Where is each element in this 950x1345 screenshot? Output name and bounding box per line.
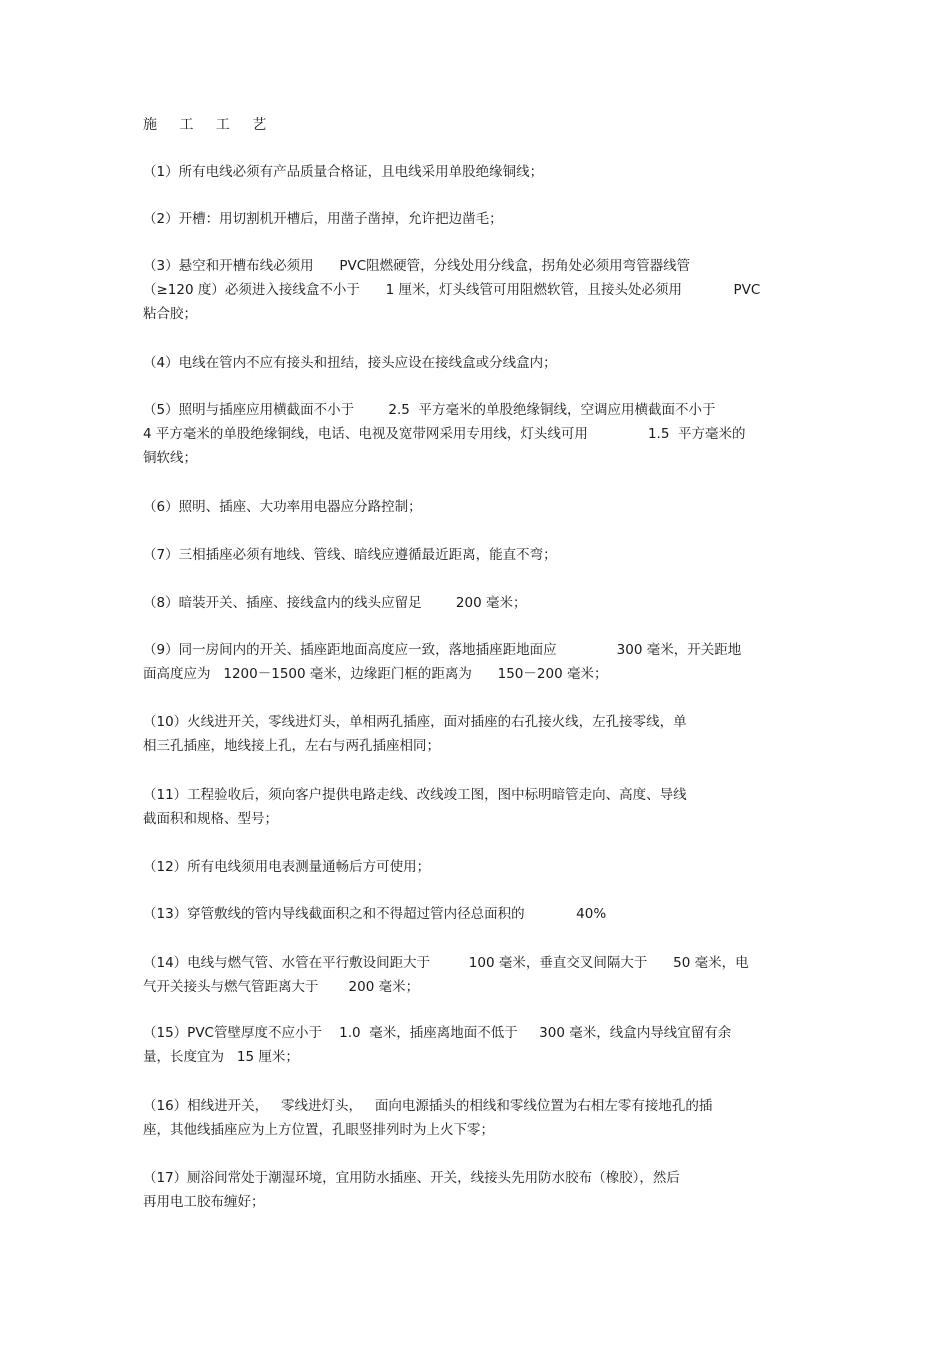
item-line: （11）工程验收后，须向客户提供电路走线、改线竣工图，图中标明暗管走向、高度、导线 [143,787,687,803]
list-item [143,855,823,879]
item-line: 截面积和规格、型号； [143,811,278,827]
list-item [143,543,823,567]
list-item [143,710,823,758]
item-line: （17）厕浴间常处于潮湿环境，宜用防水插座、开关，线接头先用防水胶布（橡胶），然后 [143,1170,680,1186]
item-line: 再用电工胶布缠好； [143,1194,265,1210]
item-line: （8）暗装开关、插座、接线盒内的线头应留足 200 毫米； [143,595,527,611]
item-line: （15）PVC管壁厚度不应小于 1.0 毫米，插座离地面不低于 300 毫米，线盒内导线宜留有余 [143,1025,732,1041]
item-line: （12）所有电线须用电表测量通畅后方可使用； [143,859,431,875]
item-line: （9）同一房间内的开关、插座距地面高度应一致，落地插座距地面应 300 毫米，开关距地 [143,642,742,658]
list-item [143,1166,823,1214]
list-item [143,951,823,999]
list-item [143,591,823,615]
item-line: （1）所有电线必须有产品质量合格证，且电线采用单股绝缘铜线； [143,164,544,180]
item-line: 量，长度宜为 15 厘米； [143,1049,299,1065]
list-item [143,254,823,326]
item-line: （13）穿管敷线的管内导线截面积之和不得超过管内径总面积的 40% [143,906,607,922]
item-line: 铜软线； [143,450,197,466]
item-line: 粘合胶； [143,306,197,322]
list-item [143,398,823,470]
list-item [143,1094,823,1142]
item-line: 气开关接头与燃气管距离大于 200 毫米； [143,979,420,995]
item-line: 相三孔插座，地线接上孔，左右与两孔插座相同； [143,738,440,754]
document-title: 施 工 工 艺 [143,117,276,133]
item-line: （10）火线进开关，零线进灯头，单相两孔插座，面对插座的右孔接火线，左孔接零线，单 [143,714,687,730]
list-item [143,160,823,184]
list-item [143,902,823,926]
item-line: （3）悬空和开槽布线必须用 PVC阻燃硬管，分线处用分线盒，拐角处必须用弯管器线管 [143,258,691,274]
item-line: （7）三相插座必须有地线、管线、暗线应遵循最近距离，能直不弯； [143,547,557,563]
item-line: （14）电线与燃气管、水管在平行敷设间距大于 100 毫米，垂直交叉间隔大于 50 毫米，电 [143,955,749,971]
list-item [143,1021,823,1069]
list-item [143,495,823,519]
list-item [143,351,823,375]
item-line: 面高度应为 1200－1500 毫米，边缘距门框的距离为 150－200 毫米； [143,666,608,682]
item-line: （4）电线在管内不应有接头和扭结，接头应设在接线盒或分线盒内； [143,355,557,371]
item-line: （2）开槽：用切割机开槽后，用凿子凿掉，允许把边凿毛； [143,211,503,227]
list-item [143,783,823,831]
item-line: （6）照明、插座、大功率用电器应分路控制； [143,499,422,515]
item-line: （≥120 度）必须进入接线盒不小于 1 厘米，灯头线管可用阻燃软管，且接头处必须用 PVC [143,282,761,298]
item-line: （16）相线进开关， 零线进灯头， 面向电源插头的相线和零线位置为右相左零有接地孔的插 [143,1098,713,1114]
list-item [143,638,823,686]
item-line: 4 平方毫米的单股绝缘铜线，电话、电视及宽带网采用专用线，灯头线可用 1.5 平方毫米的 [143,426,746,442]
item-line: 座，其他线插座应为上方位置，孔眼竖排列时为上火下零； [143,1122,494,1138]
item-line: （5）照明与插座应用横截面不小于 2.5 平方毫米的单股绝缘铜线，空调应用横截面不小于 [143,402,716,418]
list-item [143,207,823,231]
